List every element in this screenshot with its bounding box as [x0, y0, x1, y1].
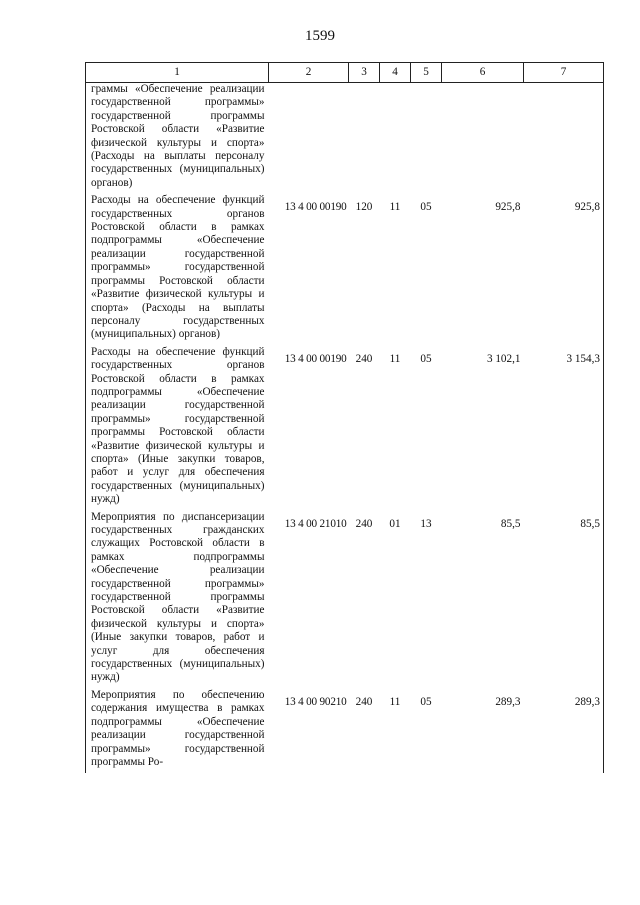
row-pr: 05: [420, 352, 432, 365]
row-vr: 120: [355, 201, 373, 214]
column-header-2: 2: [269, 63, 349, 83]
row-code: 13 4 00 90210: [284, 695, 347, 708]
row-sum-1: 85,5: [500, 517, 521, 530]
row-code: 13 4 00 21010: [284, 517, 347, 530]
table-row: [86, 511, 604, 689]
row-pr: 05: [420, 201, 432, 214]
row-vr: [349, 83, 380, 195]
row-rz: 11: [389, 352, 401, 365]
table-row: [86, 346, 604, 511]
row-vr: 240: [355, 352, 373, 365]
row-vr: 240: [355, 695, 373, 708]
page-number: 1599: [305, 28, 335, 44]
row-rz: 11: [389, 695, 401, 708]
column-header-6: 6: [442, 63, 524, 83]
budget-table: [85, 62, 604, 773]
row-pr: 05: [420, 695, 432, 708]
row-sum-2: [524, 83, 604, 195]
row-description: Мероприятия по обеспечению содержания имущества в рамках подпрограммы «Обеспечение реализации государственной программы» государственной программы Ро-: [91, 688, 265, 768]
row-sum-1: 289,3: [495, 695, 521, 708]
column-header-5: 5: [411, 63, 442, 83]
row-sum-2: 289,3: [524, 689, 604, 773]
row-code: 13 4 00 00190: [284, 352, 347, 365]
column-header-4: 4: [380, 63, 411, 83]
header-row: [86, 63, 604, 83]
row-sum-1: 3 102,1: [486, 352, 521, 365]
row-rz: 01: [389, 517, 401, 530]
column-header-3: 3: [349, 63, 380, 83]
row-pr: [411, 83, 442, 195]
table-row: [86, 83, 604, 195]
row-sum-2: 3 154,3: [524, 346, 604, 511]
row-description: Мероприятия по диспансеризации государственных гражданских служащих Ростовской области в рамках подпрограммы «Обеспечение реализации государственной программы» государственной программы Ростовской области «Развитие физической культуры и спорта» (Иные закупки товаров, работ и услуг для обеспечения государственных (муниципальных) нужд): [91, 510, 265, 684]
table-row: [86, 194, 604, 345]
row-rz: 11: [389, 201, 401, 214]
row-pr: 13: [420, 517, 432, 530]
row-sum-1: [442, 83, 524, 195]
row-sum-2: 85,5: [524, 511, 604, 689]
column-header-7: 7: [524, 63, 604, 83]
row-description: граммы «Обеспечение реализации государственной программы» государственной программы Ростовской области «Развитие физической культуры и спорта» (Расходы на выплаты персоналу государственных (муниципальных) органов): [91, 83, 265, 189]
row-code: [269, 83, 349, 195]
row-vr: 240: [355, 517, 373, 530]
row-description: Расходы на обеспечение функций государственных органов Ростовской области в рамках подпрограммы «Обеспечение реализации государственной программы» государственной программы Ростовской области «Развитие физической культуры и спорта» (Расходы на выплаты персоналу государственных (муниципальных) органов): [91, 194, 265, 341]
row-sum-2: 925,8: [524, 194, 604, 345]
row-sum-1: 925,8: [495, 201, 521, 214]
row-code: 13 4 00 00190: [284, 201, 347, 214]
table-row: [86, 689, 604, 773]
row-rz: [380, 83, 411, 195]
column-header-1: 1: [86, 63, 269, 83]
row-description: Расходы на обеспечение функций государственных органов Ростовской области в рамках подпрограммы «Обеспечение реализации государственной программы» государственной программы Ростовской области «Развитие физической культуры и спорта» (Иные закупки товаров, работ и услуг для обеспечения государственных (муниципальных) нужд): [91, 345, 265, 506]
